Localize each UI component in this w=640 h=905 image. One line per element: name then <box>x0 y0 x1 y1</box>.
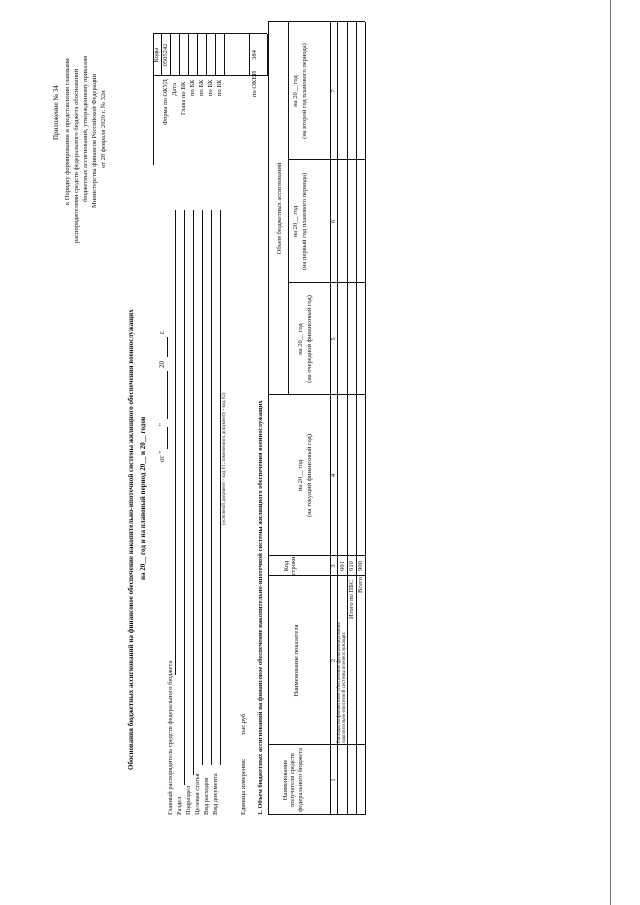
doc-type-hint: (основной документ - код 01; изменения к документу - код 02) <box>222 392 227 525</box>
col-num-4: 4 <box>330 473 337 478</box>
date-year-prefix: 20 <box>158 361 166 368</box>
row1-code: 001 <box>339 561 346 571</box>
appendix-line-2: к Порядку формирования и представления главными <box>64 58 71 205</box>
okei-label: по ОКЕИ <box>251 70 258 97</box>
label-doc-type: Вид документа <box>212 773 219 815</box>
row2-code: 010 <box>348 561 355 571</box>
th-volume: Объем бюджетных ассигнований <box>276 162 283 255</box>
label-target-article: Целевая статья <box>194 773 201 815</box>
label-bk-3: по БК <box>207 79 214 96</box>
th-year-4: на 20__ год <box>292 75 299 107</box>
label-expense-type: Вид расходов <box>203 777 210 815</box>
th-year-3-note: (на первый год планового периода) <box>301 172 308 271</box>
row1-label-line2: накопительно-ипотечной системы военнослужащих <box>342 632 347 743</box>
label-main-manager: Главный распорядитель средств федерального бюджета <box>167 660 174 815</box>
th-year-1-note: (на текущий финансовый год) <box>306 433 313 518</box>
date-prefix: от " <box>158 450 166 462</box>
label-bk-1: по БК <box>189 79 196 96</box>
unit-value: тыс.руб <box>240 713 247 735</box>
appendix-line-4: бюджетных ассигнований, утвержденному приказом <box>82 55 89 202</box>
th-year-3: на 20__ год <box>292 205 299 238</box>
row3-label: Всего <box>357 577 364 593</box>
section-1-title: 1. Объем бюджетных ассигнований на финансовое обеспечение накопительно-ипотечной системы жилищного обеспечения военнослужащих <box>257 400 264 815</box>
title-line-1: Обоснования бюджетных ассигнований на финансовое обеспечение накопительно-ипотечной системы жилищного обеспечения военнослужащих <box>127 309 135 770</box>
col-num-1: 1 <box>330 778 337 782</box>
col-num-5: 5 <box>330 337 337 341</box>
th-row-code: Код строки <box>283 556 298 576</box>
col-num-2: 2 <box>330 658 337 663</box>
label-date: Дата <box>171 83 178 96</box>
row3-code: 900 <box>357 561 364 571</box>
label-bk-2: по БК <box>198 79 205 96</box>
label-podrazdel: Подраздел <box>185 785 192 815</box>
label-bk-4: по БК <box>216 79 223 96</box>
codes-header: Коды <box>153 47 160 63</box>
label-razdel: Раздел <box>176 796 183 815</box>
title-line-2: на 20__ год и на плановый период 20__ и 20__ годов <box>139 416 147 580</box>
appendix-line-6: от 28 февраля 2020 г. № 32н <box>100 90 107 168</box>
th-year-2-note: (на очередной финансовый год) <box>306 295 313 383</box>
appendix-line-5: Министерства финансов Российской Федерации <box>91 73 98 208</box>
th-recipient: Наименование получателя средств федерального бюджета <box>282 748 304 812</box>
date-quote: " <box>158 423 166 426</box>
col-num-7: 7 <box>330 89 337 93</box>
row2-label: Итого по ПБС <box>348 579 355 619</box>
unit-label: Единица измерения: <box>240 758 247 815</box>
appendix-line-3: распорядителями средств федерального бюджета обоснований <box>73 68 80 243</box>
th-year-1: на 20__ год <box>297 459 304 492</box>
col-num-6: 6 <box>330 219 337 224</box>
row1-label-line1: Расходы на финансовое обеспечение функционирования <box>337 622 342 743</box>
scan-edge <box>610 0 611 905</box>
th-indicator: Наименование показателя <box>293 624 300 697</box>
form-code-value: 0505242 <box>162 43 169 67</box>
th-year-2: на 20__ год <box>297 323 304 355</box>
col-num-3: 3 <box>330 564 337 568</box>
th-year-4-note: (на второй год планового периода) <box>301 43 308 139</box>
okei-code-value: 384 <box>251 50 258 60</box>
label-glava-bk: Глава по БК <box>180 81 187 115</box>
label-okud: Форма по ОКУД <box>162 79 169 125</box>
date-suffix: г. <box>158 330 166 334</box>
appendix-line-1: Приложение № 34 <box>52 85 60 140</box>
